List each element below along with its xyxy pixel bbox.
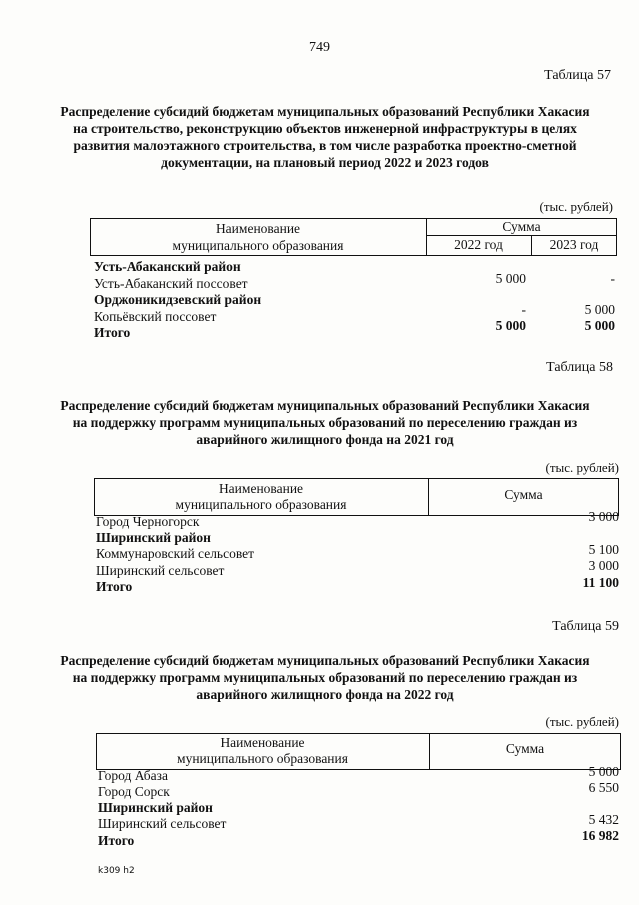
table-58-col-name-1: Наименование (218, 481, 304, 496)
table-58-row-name: Коммунаровский сельсовет (96, 546, 255, 561)
table-59-col-name-2: муниципального образования (177, 751, 348, 766)
table-58-label: Таблица 58 (546, 360, 613, 375)
table-57-row-name: Копьёвский поссовет (94, 309, 217, 324)
table-57-row-2023: 5 000 (584, 302, 615, 317)
table-57-col-name-2: муниципального образования (172, 238, 344, 253)
table-57-row-2023: - (610, 271, 615, 286)
table-58-title: Распределение субсидий бюджетам муниципальных образований Республики Хакасия на поддержку программ муниципальных образований по переселению граждан из аварийного жилищного фонда на 2021 год (60, 398, 590, 447)
table-59-row-name: Ширинский сельсовет (98, 816, 227, 831)
table-58-row-value: 3 000 (588, 558, 619, 573)
table-58-total-label: Итого (96, 579, 133, 594)
footer-code: k309 h2 (98, 866, 135, 876)
table-58-row-name: Ширинский район (96, 530, 211, 545)
table-57-unit: (тыс. рублей) (539, 199, 613, 214)
table-58-row-value: 3 000 (588, 509, 619, 524)
table-57-col-2022: 2022 год (454, 237, 503, 252)
table-57-row-name: Усть-Абаканский поссовет (94, 276, 248, 291)
table-59-row-value: 5 432 (588, 812, 619, 827)
table-59-total-value: 16 982 (581, 828, 619, 843)
table-59-row-name: Город Абаза (98, 768, 168, 783)
table-59-row-name: Город Сорск (98, 784, 170, 799)
table-57-col-name-1: Наименование (215, 221, 301, 236)
table-59-col-name-1: Наименование (220, 735, 305, 750)
table-58-row-name: Ширинский сельсовет (96, 563, 225, 578)
table-57-row-2022: - (521, 302, 526, 317)
table-58-row-value: 5 100 (588, 542, 619, 557)
table-59-total-label: Итого (98, 833, 135, 848)
table-57-row-name: Усть-Абаканский район (94, 259, 241, 274)
table-58-col-name-2: муниципального образования (175, 497, 347, 512)
table-58-col-sum: Сумма (504, 487, 543, 502)
table-57-row-2022: 5 000 (495, 271, 526, 286)
page-number: 749 (309, 40, 330, 55)
table-57-col-2023: 2023 год (549, 237, 599, 252)
table-57-label: Таблица 57 (544, 68, 611, 83)
table-57-divider (426, 235, 617, 236)
table-58-row-name: Город Черногорск (96, 514, 200, 529)
table-59-col-sum: Сумма (505, 741, 545, 756)
table-57-total-2022: 5 000 (495, 318, 526, 333)
table-57-title: Распределение субсидий бюджетам муниципальных образований Республики Хакасия на строительство, реконструкцию объектов инженерной инфраструктуры в целях развития малоэтажного строительства, в том числе разработка проектно-сметной документации, на плановый период 2022 и 2023 годов (60, 104, 590, 170)
table-59-row-name: Ширинский район (98, 800, 213, 815)
table-59-label: Таблица 59 (552, 619, 619, 634)
table-59-row-value: 5 000 (588, 764, 619, 779)
table-59-unit: (тыс. рублей) (545, 714, 619, 729)
table-57-col-sum: Сумма (502, 219, 541, 234)
table-57-total-label: Итого (94, 325, 131, 340)
table-58-total-value: 11 100 (582, 575, 619, 590)
table-59-title: Распределение субсидий бюджетам муниципальных образований Республики Хакасия на поддержку программ муниципальных образований по переселению граждан из аварийного жилищного фонда на 2022 год (60, 653, 590, 702)
table-57-total-2023: 5 000 (584, 318, 615, 333)
table-58-unit: (тыс. рублей) (545, 460, 619, 475)
table-57-row-name: Орджоникидзевский район (94, 292, 262, 307)
table-59-row-value: 6 550 (588, 780, 619, 795)
